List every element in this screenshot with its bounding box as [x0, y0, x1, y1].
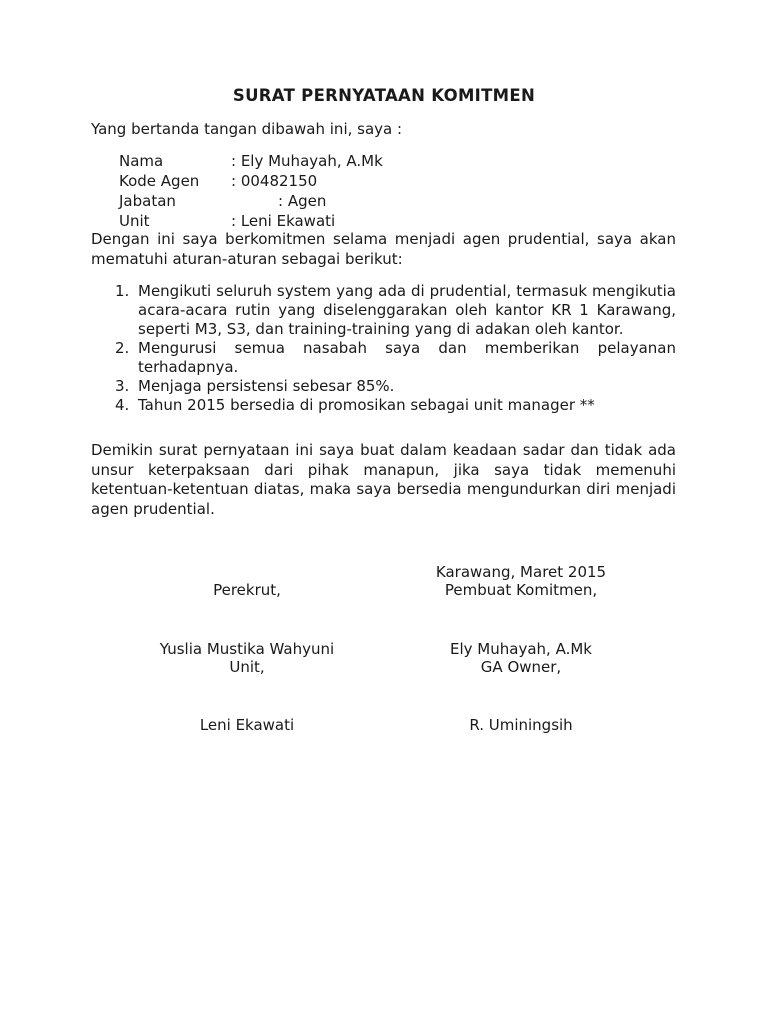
field-value: : 00482150 — [231, 172, 318, 190]
place-date: Karawang, Maret 2015 — [435, 563, 607, 581]
ga-owner-name: R. Uminingsih — [469, 716, 573, 734]
committer-role: Pembuat Komitmen, — [444, 581, 598, 599]
field-unit — [119, 211, 383, 231]
list-item — [91, 339, 676, 377]
unit-role: Unit, — [229, 658, 265, 676]
list-text: Menjaga persistensi sebesar 85%. — [138, 377, 395, 395]
list-item — [91, 377, 676, 396]
rules-list — [91, 282, 676, 415]
ga-owner-role: GA Owner, — [480, 658, 562, 676]
field-nama — [119, 151, 383, 171]
committer-name: Ely Muhayah, A.Mk — [450, 640, 592, 658]
list-text: Tahun 2015 bersedia di promosikan sebagai unit manager ** — [138, 396, 595, 414]
list-item — [91, 282, 676, 339]
list-number: 4. — [115, 396, 130, 414]
list-text: Mengurusi semua nasabah saya dan memberikan pelayanan terhadapnya. — [138, 339, 676, 376]
recruiter-name: Yuslia Mustika Wahyuni — [159, 640, 335, 658]
field-value: : Leni Ekawati — [231, 212, 336, 230]
document-title: SURAT PERNYATAAN KOMITMEN — [232, 86, 536, 105]
list-number: 2. — [115, 339, 130, 357]
field-value: : Ely Muhayah, A.Mk — [231, 152, 383, 170]
commitment-paragraph: Dengan ini saya berkomitmen selama menjadi agen prudential, saya akan mematuhi aturan-aturan sebagai berikut: — [91, 230, 676, 268]
list-number: 1. — [115, 282, 130, 300]
field-label: Jabatan — [119, 192, 176, 210]
field-label: Nama — [119, 152, 164, 170]
identity-fields — [119, 151, 383, 231]
list-text: Mengikuti seluruh system yang ada di prudential, termasuk mengikutia acara-acara rutin yang diselenggarakan oleh kantor KR 1 Karawang, seperti M3, S3, dan training-training yang di adakan oleh kantor. — [138, 282, 676, 338]
list-item — [91, 396, 676, 415]
field-jabatan — [119, 191, 383, 211]
unit-name: Leni Ekawati — [199, 716, 295, 734]
field-value: : Agen — [278, 192, 327, 210]
closing-paragraph: Demikin surat pernyataan ini saya buat dalam keadaan sadar dan tidak ada unsur keterpaksaan dari pihak manapun, jika saya tidak memenuhi ketentuan-ketentuan diatas, maka saya bersedia mengundurkan diri menjadi agen prudential. — [91, 441, 676, 518]
list-number: 3. — [115, 377, 130, 395]
intro-text: Yang bertanda tangan dibawah ini, saya : — [91, 120, 403, 138]
field-label: Unit — [119, 212, 150, 230]
field-kode-agen — [119, 171, 383, 191]
recruiter-role: Perekrut, — [213, 581, 281, 599]
field-label: Kode Agen — [119, 172, 200, 190]
